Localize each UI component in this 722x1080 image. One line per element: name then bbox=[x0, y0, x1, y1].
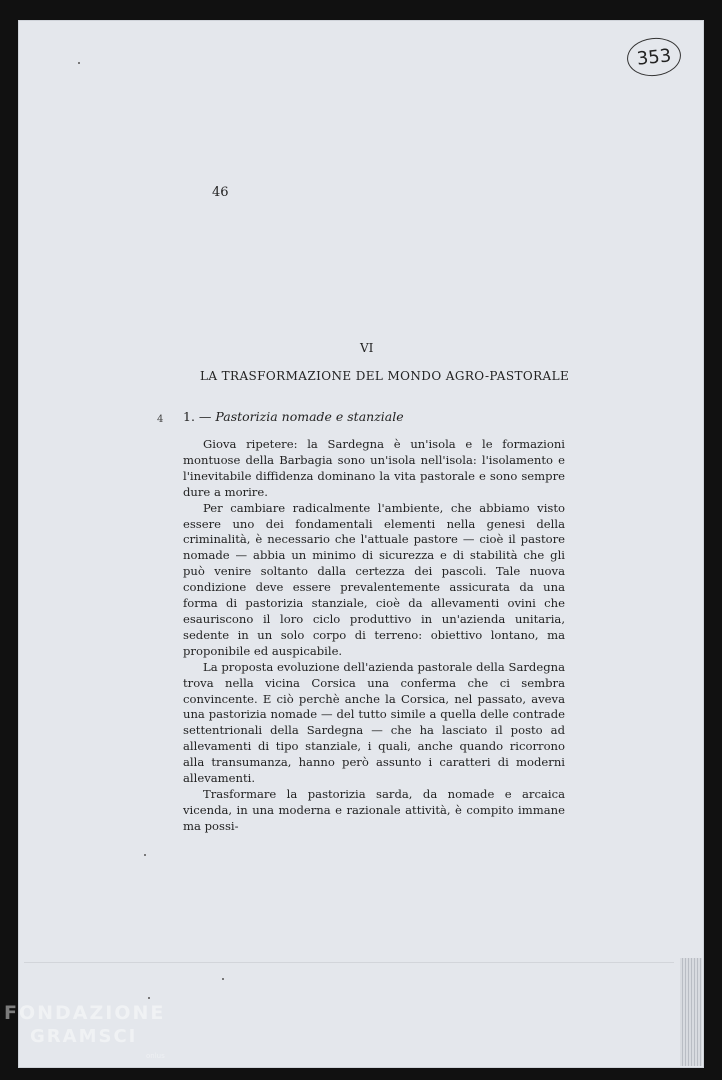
section-heading bbox=[183, 409, 404, 424]
paragraph: Per cambiare radicalmente l'ambiente, che abbiamo visto essere uno dei fondamentali elementi nella genesi della criminalità, è necessario che l'attuale pastore — cioè il pastore nomade — abbia un minimo di sicurezza e di stabilità che gli può venire soltanto dalla certezza dei pascoli. Tale nuova condizione deve essere prevalentemente assicurata da una forma di pastorizia stanziale, cioè da allevamenti ovini che esauriscono il loro ciclo produttivo in un'azienda unitaria, sedente in un solo corpo di terreno: obiettivo lontano, ma proponibile ed auspicabile. bbox=[183, 500, 565, 658]
paragraph: Trasformare la pastorizia sarda, da nomade e arcaica vicenda, in una moderna e razionale attività, è compito immane ma possi- bbox=[183, 786, 565, 833]
paragraph: La proposta evoluzione dell'azienda pastorale della Sardegna trova nella vicina Corsica una conferma che ci sembra convincente. E ciò perchè anche la Corsica, nel passato, aveva una pastorizia nomade — del tutto simile a quella delle contrade settentrionali della Sardegna — che ha lasciato il posto ad allevamenti di tipo stanziale, i quali, anche quando ricorrono alla transumanza, hanno però assunto i caratteri di moderni allevamenti. bbox=[183, 659, 565, 786]
edge-stripe bbox=[680, 958, 702, 1066]
chapter-title: LA TRASFORMAZIONE DEL MONDO AGRO-PASTORALE bbox=[200, 369, 570, 383]
section-title: Pastorizia nomade e stanziale bbox=[215, 409, 404, 424]
fold-line bbox=[24, 962, 674, 963]
archive-stamp-number: 353 bbox=[625, 35, 683, 78]
speck bbox=[222, 978, 224, 980]
chapter-number: VI bbox=[360, 341, 374, 355]
page-number: 46 bbox=[212, 185, 229, 200]
margin-mark: 4 bbox=[157, 414, 164, 425]
watermark-text: GRAMSCI bbox=[30, 1026, 138, 1047]
paragraph: Giova ripetere: la Sardegna è un'isola e le formazioni montuose della Barbagia sono un'isola nell'isola: l'isolamento e l'inevitabile diffidenza dominano la vita pastorale e sono sempre dure a morire. bbox=[183, 437, 565, 499]
watermark-text: onlus bbox=[146, 1052, 165, 1060]
speck bbox=[78, 62, 80, 64]
section-number: 1. — bbox=[183, 409, 212, 424]
watermark-text: FONDAZIONE bbox=[4, 1002, 166, 1024]
speck bbox=[148, 997, 150, 999]
speck bbox=[144, 854, 146, 856]
body-text bbox=[183, 437, 565, 835]
